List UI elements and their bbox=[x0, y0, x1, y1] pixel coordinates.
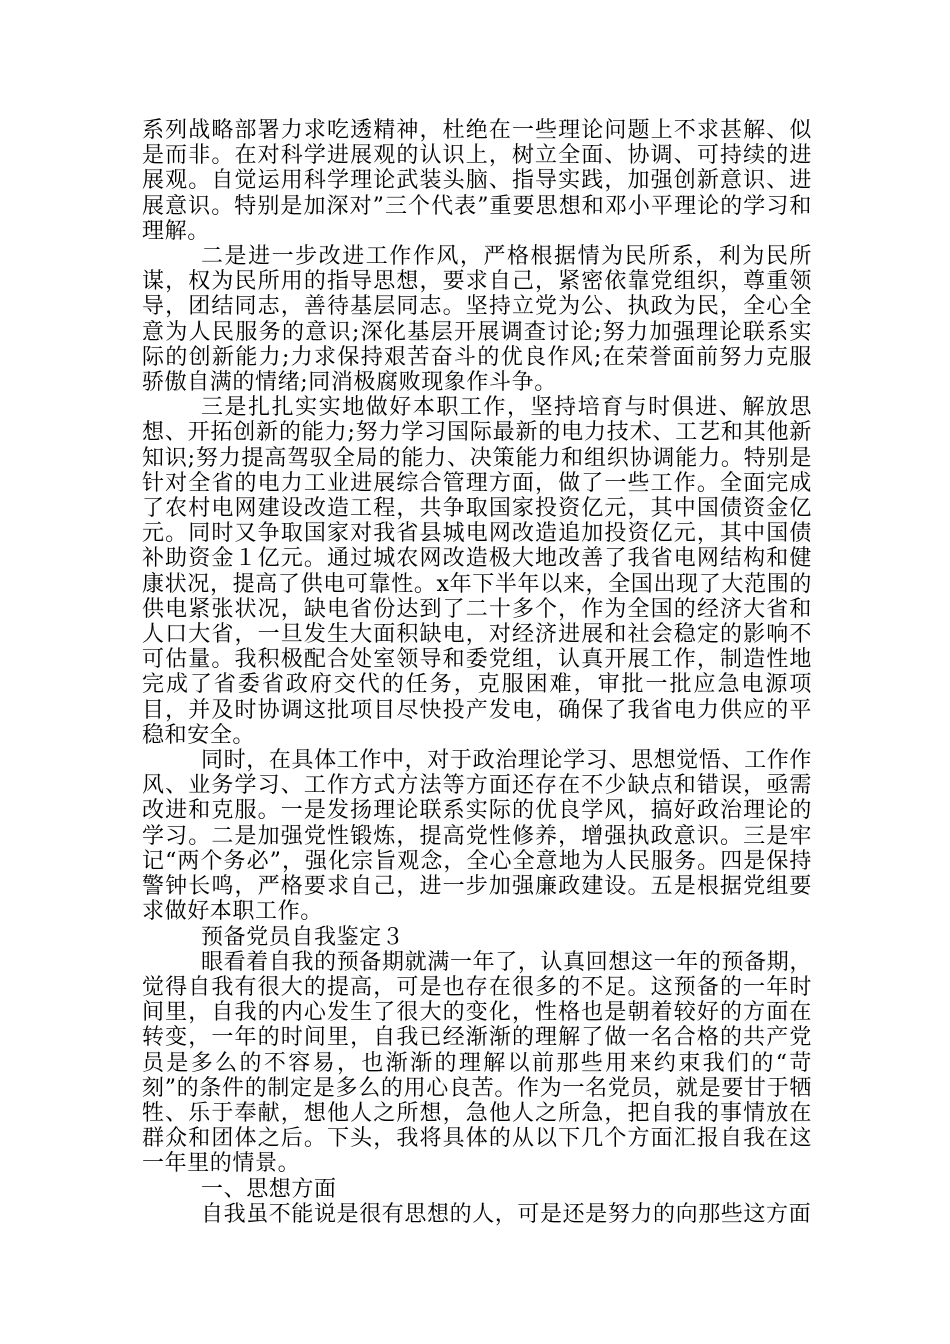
paragraph: 同时，在具体工作中，对于政治理论学习、思想觉悟、工作作风、业务学习、工作方式方法等方面还存在不少缺点和错误，亟需改进和克服。一是发扬理论联系实际的优良学风，搞好政治理论的学习。二是加强党性锻炼，提高党性修养，增强执政意识。三是牢记“两个务必”，强化宗旨观念，全心全意地为人民服务。四是保持警钟长鸣，严格要求自己，进一步加强廉政建设。五是根据党组要求做好本职工作。 bbox=[142, 748, 812, 925]
paragraph: 二是进一步改进工作作风，严格根据情为民所系，利为民所谋，权为民所用的指导思想，要求自己，紧密依靠党组织，尊重领导，团结同志，善待基层同志。坚持立党为公、执政为民，全心全意为人民服务的意识;深化基层开展调查讨论;努力加强理论联系实际的创新能力;力求保持艰苦奋斗的优良作风;在荣誉面前努力克服骄傲自满的情绪;同消极腐败现象作斗争。 bbox=[142, 244, 812, 396]
paragraph: 系列战略部署力求吃透精神，杜绝在一些理论问题上不求甚解、似是而非。在对科学进展观的认识上，树立全面、协调、可持续的进展观。自觉运用科学理论武装头脑、指导实践，加强创新意识、进展意识。特别是加深对”三个代表”重要思想和邓小平理论的学习和理解。 bbox=[142, 118, 812, 244]
section-heading: 预备党员自我鉴定３ bbox=[201, 924, 405, 950]
document-body bbox=[142, 118, 812, 1227]
section-heading: 一、思想方面 bbox=[201, 1176, 337, 1202]
paragraph: 三是扎扎实实地做好本职工作，坚持培育与时俱进、解放思想、开拓创新的能力;努力学习国际最新的电力技术、工艺和其他新知识;努力提高驾驭全局的能力、决策能力和组织协调能力。特别是针对全省的电力工业进展综合管理方面，做了一些工作。全面完成了农村电网建设改造工程，共争取国家投资亿元，其中国债资金亿元。同时又争取国家对我省县城电网改造追加投资亿元，其中国债补助资金１亿元。通过城农网改造极大地改善了我省电网结构和健康状况，提高了供电可靠性。x年下半年以来，全国出现了大范围的供电紧张状况，缺电省份达到了二十多个，作为全国的经济大省和人口大省，一旦发生大面积缺电，对经济进展和社会稳定的影响不可估量。我积极配合处室领导和委党组，认真开展工作，制造性地完成了省委省政府交代的任务，克服困难，审批一批应急电源项目，并及时协调这批项目尽快投产发电，确保了我省电力供应的平稳和安全。 bbox=[142, 395, 812, 748]
paragraph: 眼看着自我的预备期就满一年了，认真回想这一年的预备期，觉得自我有很大的提高，可是也存在很多的不足。这预备的一年时间里，自我的内心发生了很大的变化，性格也是朝着较好的方面在转变，一年的时间里，自我已经渐渐的理解了做一名合格的共产党员是多么的不容易，也渐渐的理解以前那些用来约束我们的“苛刻”的条件的制定是多么的用心良苦。作为一名党员，就是要甘于牺牲、乐于奉献，想他人之所想，急他人之所急，把自我的事情放在群众和团体之后。下头，我将具体的从以下几个方面汇报自我在这一年里的情景。 bbox=[142, 949, 812, 1177]
paragraph: 自我虽不能说是很有思想的人，可是还是努力的向那些这方面 bbox=[201, 1201, 812, 1227]
